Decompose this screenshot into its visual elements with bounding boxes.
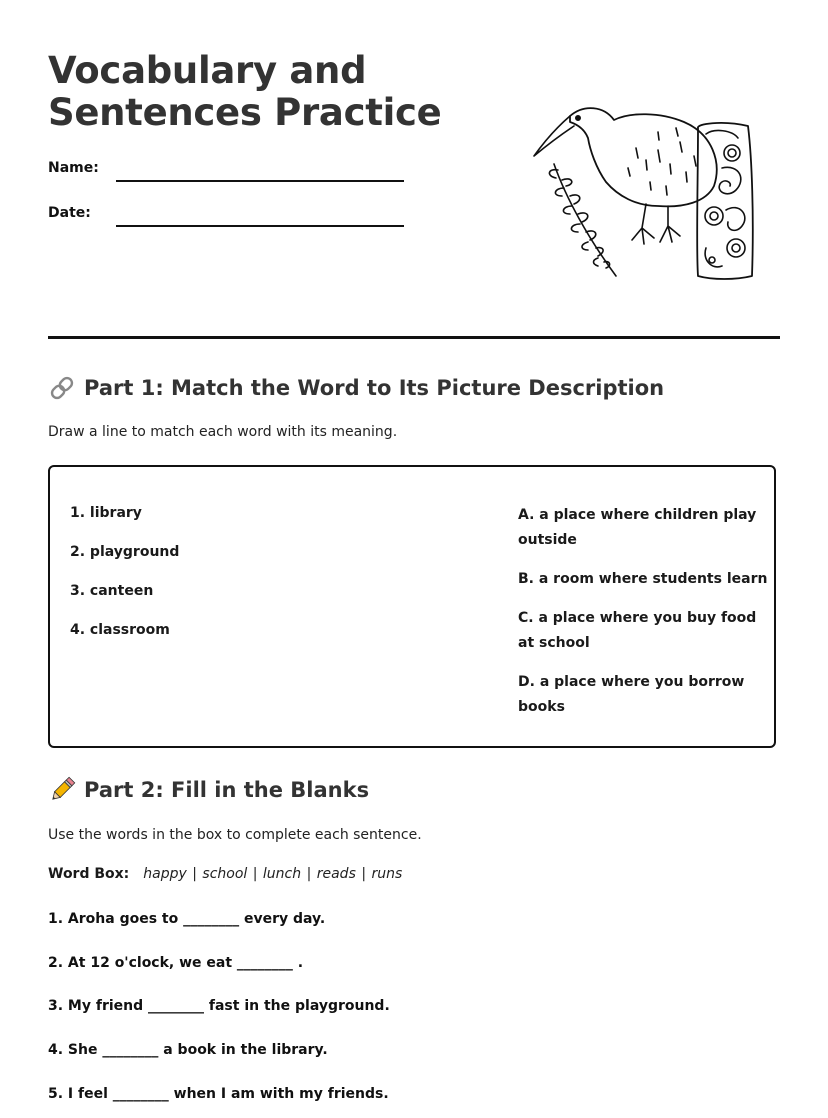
- page-title: Vocabulary and Sentences Practice: [48, 49, 442, 134]
- kiwi-bird-illustration: [526, 98, 760, 284]
- sentence-item: 2. At 12 o'clock, we eat ________ .: [48, 955, 304, 971]
- part1-heading: [48, 374, 664, 402]
- part1-instruction: Draw a line to match each word with its meaning.: [48, 424, 398, 440]
- word-item: 2. playground: [70, 544, 180, 560]
- word-box-label: Word Box:: [48, 866, 130, 882]
- sentence-item: 4. She ________ a book in the library.: [48, 1042, 328, 1058]
- date-label: Date:: [48, 205, 91, 221]
- sentence-item: 1. Aroha goes to ________ every day.: [48, 911, 326, 927]
- name-field-line[interactable]: [116, 180, 404, 182]
- word-box: [48, 866, 402, 882]
- word-item: 3. canteen: [70, 583, 154, 599]
- link-icon: [48, 374, 76, 402]
- word-list: [70, 503, 179, 659]
- meaning-item: D. a place where you borrow books: [518, 674, 745, 715]
- part1-heading-text: Part 1: Match the Word to Its Picture Description: [84, 376, 665, 400]
- sentence-item: 3. My friend ________ fast in the playground.: [48, 998, 390, 1014]
- part2-heading-text: Part 2: Fill in the Blanks: [84, 778, 370, 802]
- meaning-item: B. a room where students learn: [518, 571, 768, 587]
- pencil-icon: [48, 776, 76, 804]
- part2-instruction: Use the words in the box to complete each sentence.: [48, 827, 422, 843]
- word-box-words: happy | school | lunch | reads | runs: [143, 866, 403, 882]
- part2-heading: [48, 776, 369, 804]
- meaning-item: C. a place where you buy food at school: [518, 610, 757, 651]
- date-field-line[interactable]: [116, 225, 404, 227]
- word-item: 4. classroom: [70, 622, 170, 638]
- meaning-item: A. a place where children play outside: [518, 507, 757, 548]
- name-label: Name:: [48, 160, 99, 176]
- sentence-item: 5. I feel ________ when I am with my friends.: [48, 1086, 389, 1102]
- matching-box: [48, 465, 776, 748]
- section-divider: [48, 336, 780, 339]
- word-item: 1. library: [70, 505, 142, 521]
- meaning-list: [518, 503, 770, 734]
